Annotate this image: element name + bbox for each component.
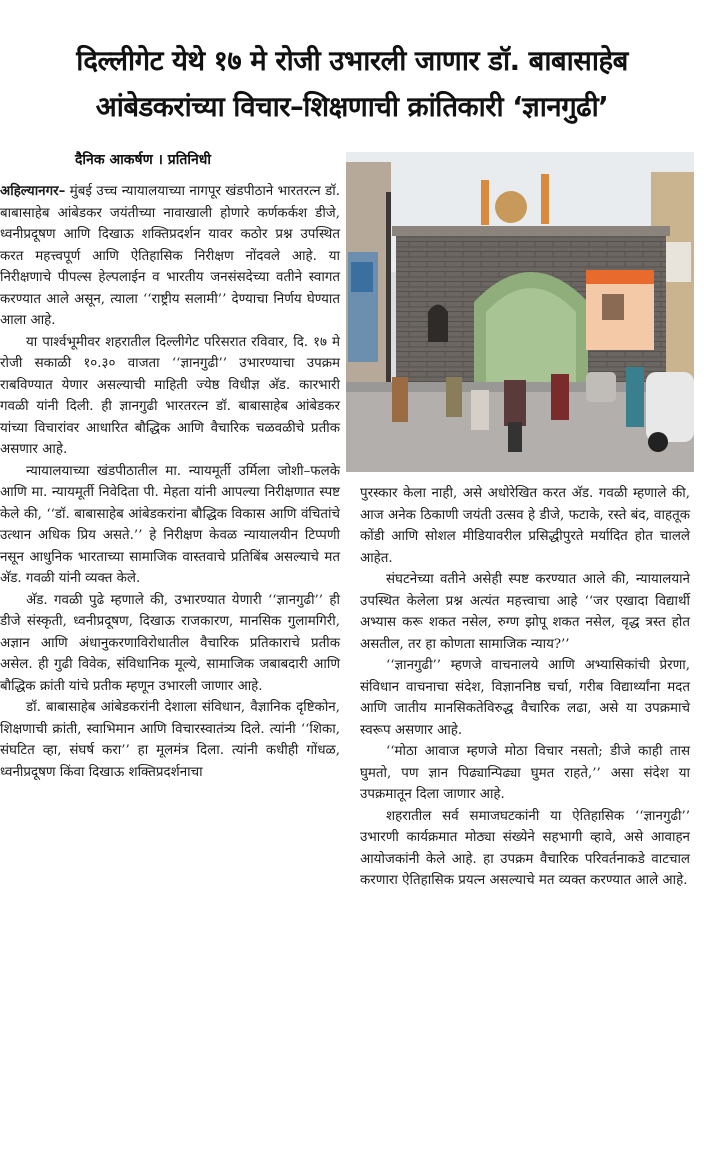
headline-line-2: आंबेडकरांच्या विचार–शिक्षणाची क्रांतिकारी ‘ज्ञानगुढी’ <box>95 91 609 123</box>
paragraph: संघटनेच्या वतीने असेही स्पष्ट करण्यात आले की, न्यायालयाने उपस्थित केलेला प्रश्न अत्यंत महत्त्वाचा आहे ‘‘जर एखादा विद्यार्थी अभ्यास करू शकत नसेल, रुग्ण झोपू शकत नसेल, वृद्ध त्रस्त होत असतील, तर हा कोणता सामाजिक न्याय?’’ <box>360 572 690 652</box>
paragraph: पुरस्कार केला नाही, असे अधोरेखित करत अ‍ॅड. गवळी म्हणाले की, आज अनेक ठिकाणी जयंती उत्सव हे डीजे, फटाके, रस्ते बंद, वाहतूक कोंडी आणि सोशल मीडियावरील प्रसिद्धीपुरते मर्यादित होत चालले आहेत. <box>360 486 690 566</box>
dateline-place: अहिल्यानगर– <box>0 184 66 199</box>
article-photo <box>346 152 694 472</box>
paragraph: ‘‘मोठा आवाज म्हणजे मोठा विचार नसतो; डीजे काही तास घुमतो, पण ज्ञान पिढ्यान्पिढ्या घुमत राहते,’’ असा संदेश या उपक्रमातून दिला जाणार आहे. <box>360 744 690 802</box>
article-column-right <box>360 483 690 892</box>
paragraph: न्यायालयाच्या खंडपीठातील मा. न्यायमूर्ती उर्मिला जोशी–फलके आणि मा. न्यायमूर्ती निवेदिता पी. मेहता यांनी आपल्या निरीक्षणात स्पष्ट केले की, ‘‘डॉ. बाबासाहेब आंबेडकरांना बौद्धिक विकास आणि वंचितांचे उत्थान अधिक प्रिय असते.’’ हे निरीक्षण केवळ न्यायालयीन टिप्पणी नसून आधुनिक भारताच्या सामाजिक वास्तवाचे प्रतिबिंब असल्याचे मत अ‍ॅड. गवळी यांनी व्यक्त केले. <box>0 463 340 586</box>
paragraph: या पार्श्वभूमीवर शहरातील दिल्लीगेट परिसरात रविवार, दि. १७ मे रोजी सकाळी १०.३० वाजता ‘‘ज्ञानगुढी’’ उभारण्याचा उपक्रम राबविण्यात येणार असल्याची माहिती ज्येष्ठ विधीज्ञ अ‍ॅड. कारभारी गवळी यांनी दिली. ही ज्ञानगुढी भारतरत्न डॉ. बाबासाहेब आंबेडकर यांच्या विचारांवर आधारित बौद्धिक आणि वैचारिक चळवळीचे प्रतीक असणार आहे. <box>0 334 340 457</box>
article-column-left <box>0 181 340 783</box>
headline <box>0 38 704 130</box>
paragraph: ‘‘ज्ञानगुढी’’ म्हणजे वाचनालये आणि अभ्यासिकांची प्रेरणा, संविधान वाचनाचा संदेश, विज्ञाननिष्ठ चर्चा, गरीब विद्यार्थ्यांना मदत आणि जातीय मानसिकतेविरुद्ध वैचारिक लढा, असे या उपक्रमाचे स्वरूप असणार आहे. <box>360 658 690 738</box>
paragraph: अ‍ॅड. गवळी पुढे म्हणाले की, उभारण्यात येणारी ‘‘ज्ञानगुढी’’ ही डीजे संस्कृती, ध्वनीप्रदूषण, दिखाऊ राजकारण, मानसिक गुलामगिरी, अज्ञान आणि अंधानुकरणाविरोधातील वैचारिक प्रतिकाराचे प्रतीक असेल. ही गुढी विवेक, संविधानिक मूल्ये, सामाजिक जबाबदारी आणि बौद्धिक क्रांती यांचे प्रतीक म्हणून उभारली जाणार आहे. <box>0 592 340 694</box>
paragraph <box>0 181 340 332</box>
paragraph-text: मुंबई उच्च न्यायालयाच्या नागपूर खंडपीठाने भारतरत्न डॉ. बाबासाहेब आंबेडकर जयंतीच्या नावाखाली होणारे कर्णकर्कश डीजे, ध्वनीप्रदूषण आणि दिखाऊ शक्तिप्रदर्शन यावर कठोर प्रश्न उपस्थित करत महत्त्वपूर्ण आणि ऐतिहासिक निरीक्षण नोंदवले आहे. या निरीक्षणाचे पीपल्स हेल्पलाईन व भारतीय जनसंसदेच्या वतीने स्वागत करण्यात आले असून, त्याला ‘‘राष्ट्रीय सलामी’’ देण्याचा निर्णय घेण्यात आला आहे. <box>0 184 340 328</box>
headline-line-1: दिल्लीगेट येथे १७ मे रोजी उभारली जाणार डॉ. बाबासाहेब <box>76 45 628 77</box>
paragraph: शहरातील सर्व समाजघटकांनी या ऐतिहासिक ‘‘ज्ञानगुढी’’ उभारणी कार्यक्रमात मोठ्या संख्येने सहभागी व्हावे, असे आवाहन आयोजकांनी केले आहे. हा उपक्रम वैचारिक परिवर्तनाकडे वाटचाल करणारा ऐतिहासिक प्रयत्न असल्याचे मत व्यक्त करण्यात आले आहे. <box>360 808 690 888</box>
paragraph: डॉ. बाबासाहेब आंबेडकरांनी देशाला संविधान, वैज्ञानिक दृष्टिकोन, शिक्षणाची क्रांती, स्वाभिमान आणि विचारस्वातंत्र्य दिले. त्यांनी ‘‘शिका, संघटित व्हा, संघर्ष करा’’ हा मूलमंत्र दिला. त्यांनी कधीही गोंधळ, ध्वनीप्रदूषण किंवा दिखाऊ शक्तिप्रदर्शनाचा <box>0 700 340 780</box>
city-gate-photo <box>346 152 694 472</box>
byline: दैनिक आकर्षण । प्रतिनिधी <box>75 152 211 168</box>
